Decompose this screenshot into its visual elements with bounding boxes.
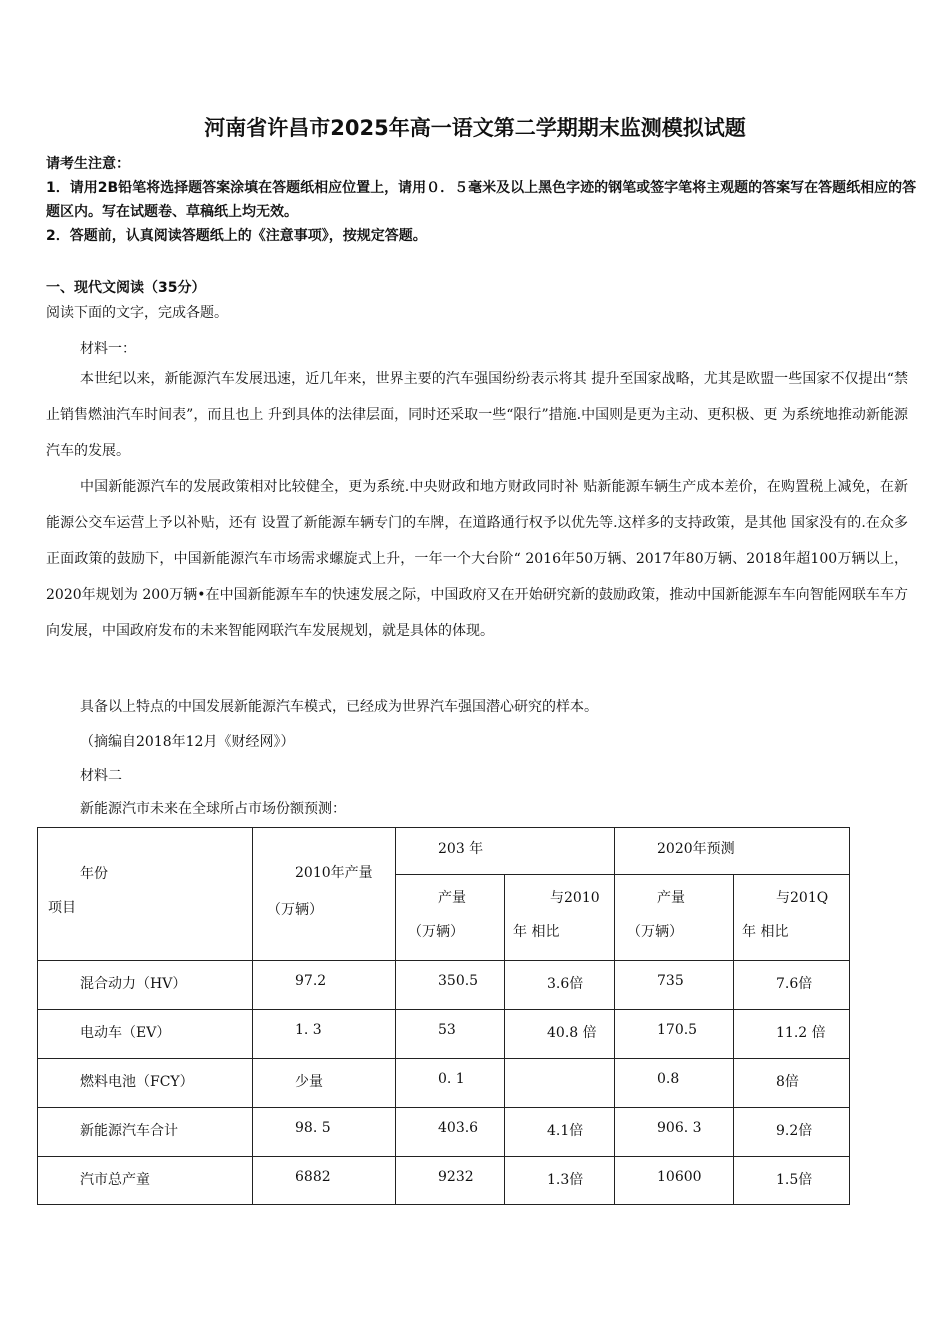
section-instruction: 阅读下面的文字，完成各题。 <box>46 305 228 321</box>
market-share-table <box>37 827 850 1205</box>
header-group-2030: 203 年 <box>396 828 615 875</box>
header-year-label: 年份 <box>80 865 108 882</box>
table-row: 混合动力（HV） 97.2 350.5 3.6倍 735 7.6倍 <box>38 961 850 1010</box>
header-group-2020: 2020年预测 <box>615 828 850 875</box>
paragraph-1: 本世纪以来，新能源汽车发展迅速，近几年来，世界主要的汽车强国纷纷表示将其 提升至国家战略，尤其是欧盟一些国家不仅提出“禁止销售燃油汽车时间表”，而且也上 升到具体的法律层面，同时还采取一些“限行”措施.中国则是更为主动、更积极、更 为系统地推动新能源汽车的发展。 <box>46 371 908 459</box>
header-2010-line1: 2010年产量 <box>295 864 373 881</box>
source-citation: （摘编自2018年12月《财经网》） <box>80 734 295 750</box>
header-g2-output: 产量 （万辆） <box>615 875 734 961</box>
header-2010-line2: （万辆） <box>267 901 323 918</box>
notice-item-1: 1．请用2B铅笔将选择题答案涂填在答题纸相应位置上，请用０．５毫米及以上黑色字迹的钢笔或签字笔将主观题的答案写在答题纸相应的答题区内。写在试题卷、草稿纸上均无效。 <box>46 180 917 220</box>
material-two-label: 材料二 <box>80 768 122 784</box>
table-row: 燃料电池（FCY） 少量 0. 1 0.8 8倍 <box>38 1059 850 1108</box>
header-2010-cell <box>253 828 396 961</box>
notice-heading: 请考生注意： <box>46 156 130 172</box>
page-title: 河南省许昌市2025年高一语文第二学期期末监测模拟试题 <box>204 116 746 140</box>
paragraph-2: 中国新能源汽车的发展政策相对比较健全，更为系统.中央财政和地方财政同时补 贴新能源车辆生产成本差价，在购置税上减免，在新能源公交车运营上予以补贴，还有 设置了新能源车辆专门的车牌，在道路通行权予以优先等.这样多的支持政策，是其他 国家没有的.在众多正面政策的鼓励下，中国新能源汽车市场需求螺旋式上升，一年一个大台阶“ 2016年50万辆、2017年80万辆、2018年超100万辆以上，2020年规划为 200万辆•在中国新能源车车的快速发展之际，中国政府又在开始研究新的鼓励政策，推动中国新能源车车向智能网联车车方向发展，中国政府发布的未来智能网联汽车发展规划，就是具体的体现。 <box>46 479 908 639</box>
table-caption: 新能源汽市未来在全球所占市场份额预测： <box>80 801 346 817</box>
header-corner-cell <box>38 828 253 961</box>
section-heading: 一、现代文阅读（35分） <box>46 280 206 296</box>
notice-block <box>46 152 926 248</box>
notice-item-2: 2．答题前，认真阅读答题纸上的《注意事项》，按规定答题。 <box>46 228 427 244</box>
material-one-label: 材料一： <box>80 341 136 357</box>
table-row: 新能源汽车合计 98. 5 403.6 4.1倍 906. 3 9.2倍 <box>38 1108 850 1157</box>
header-g1-compare: 与2010 年 相比 <box>505 875 615 961</box>
paragraph-3: 具备以上特点的中国发展新能源汽车模式，已经成为世界汽车强国潜心研究的样本。 <box>80 699 598 715</box>
header-g2-compare: 与201Q 年 相比 <box>734 875 850 961</box>
header-g1-output: 产量 （万辆） <box>396 875 505 961</box>
table-row: 电动车（EV） 1. 3 53 40.8 倍 170.5 11.2 倍 <box>38 1010 850 1059</box>
table-row: 汽市总产童 6882 9232 1.3倍 10600 1.5倍 <box>38 1157 850 1205</box>
header-item-label: 项目 <box>48 899 76 916</box>
